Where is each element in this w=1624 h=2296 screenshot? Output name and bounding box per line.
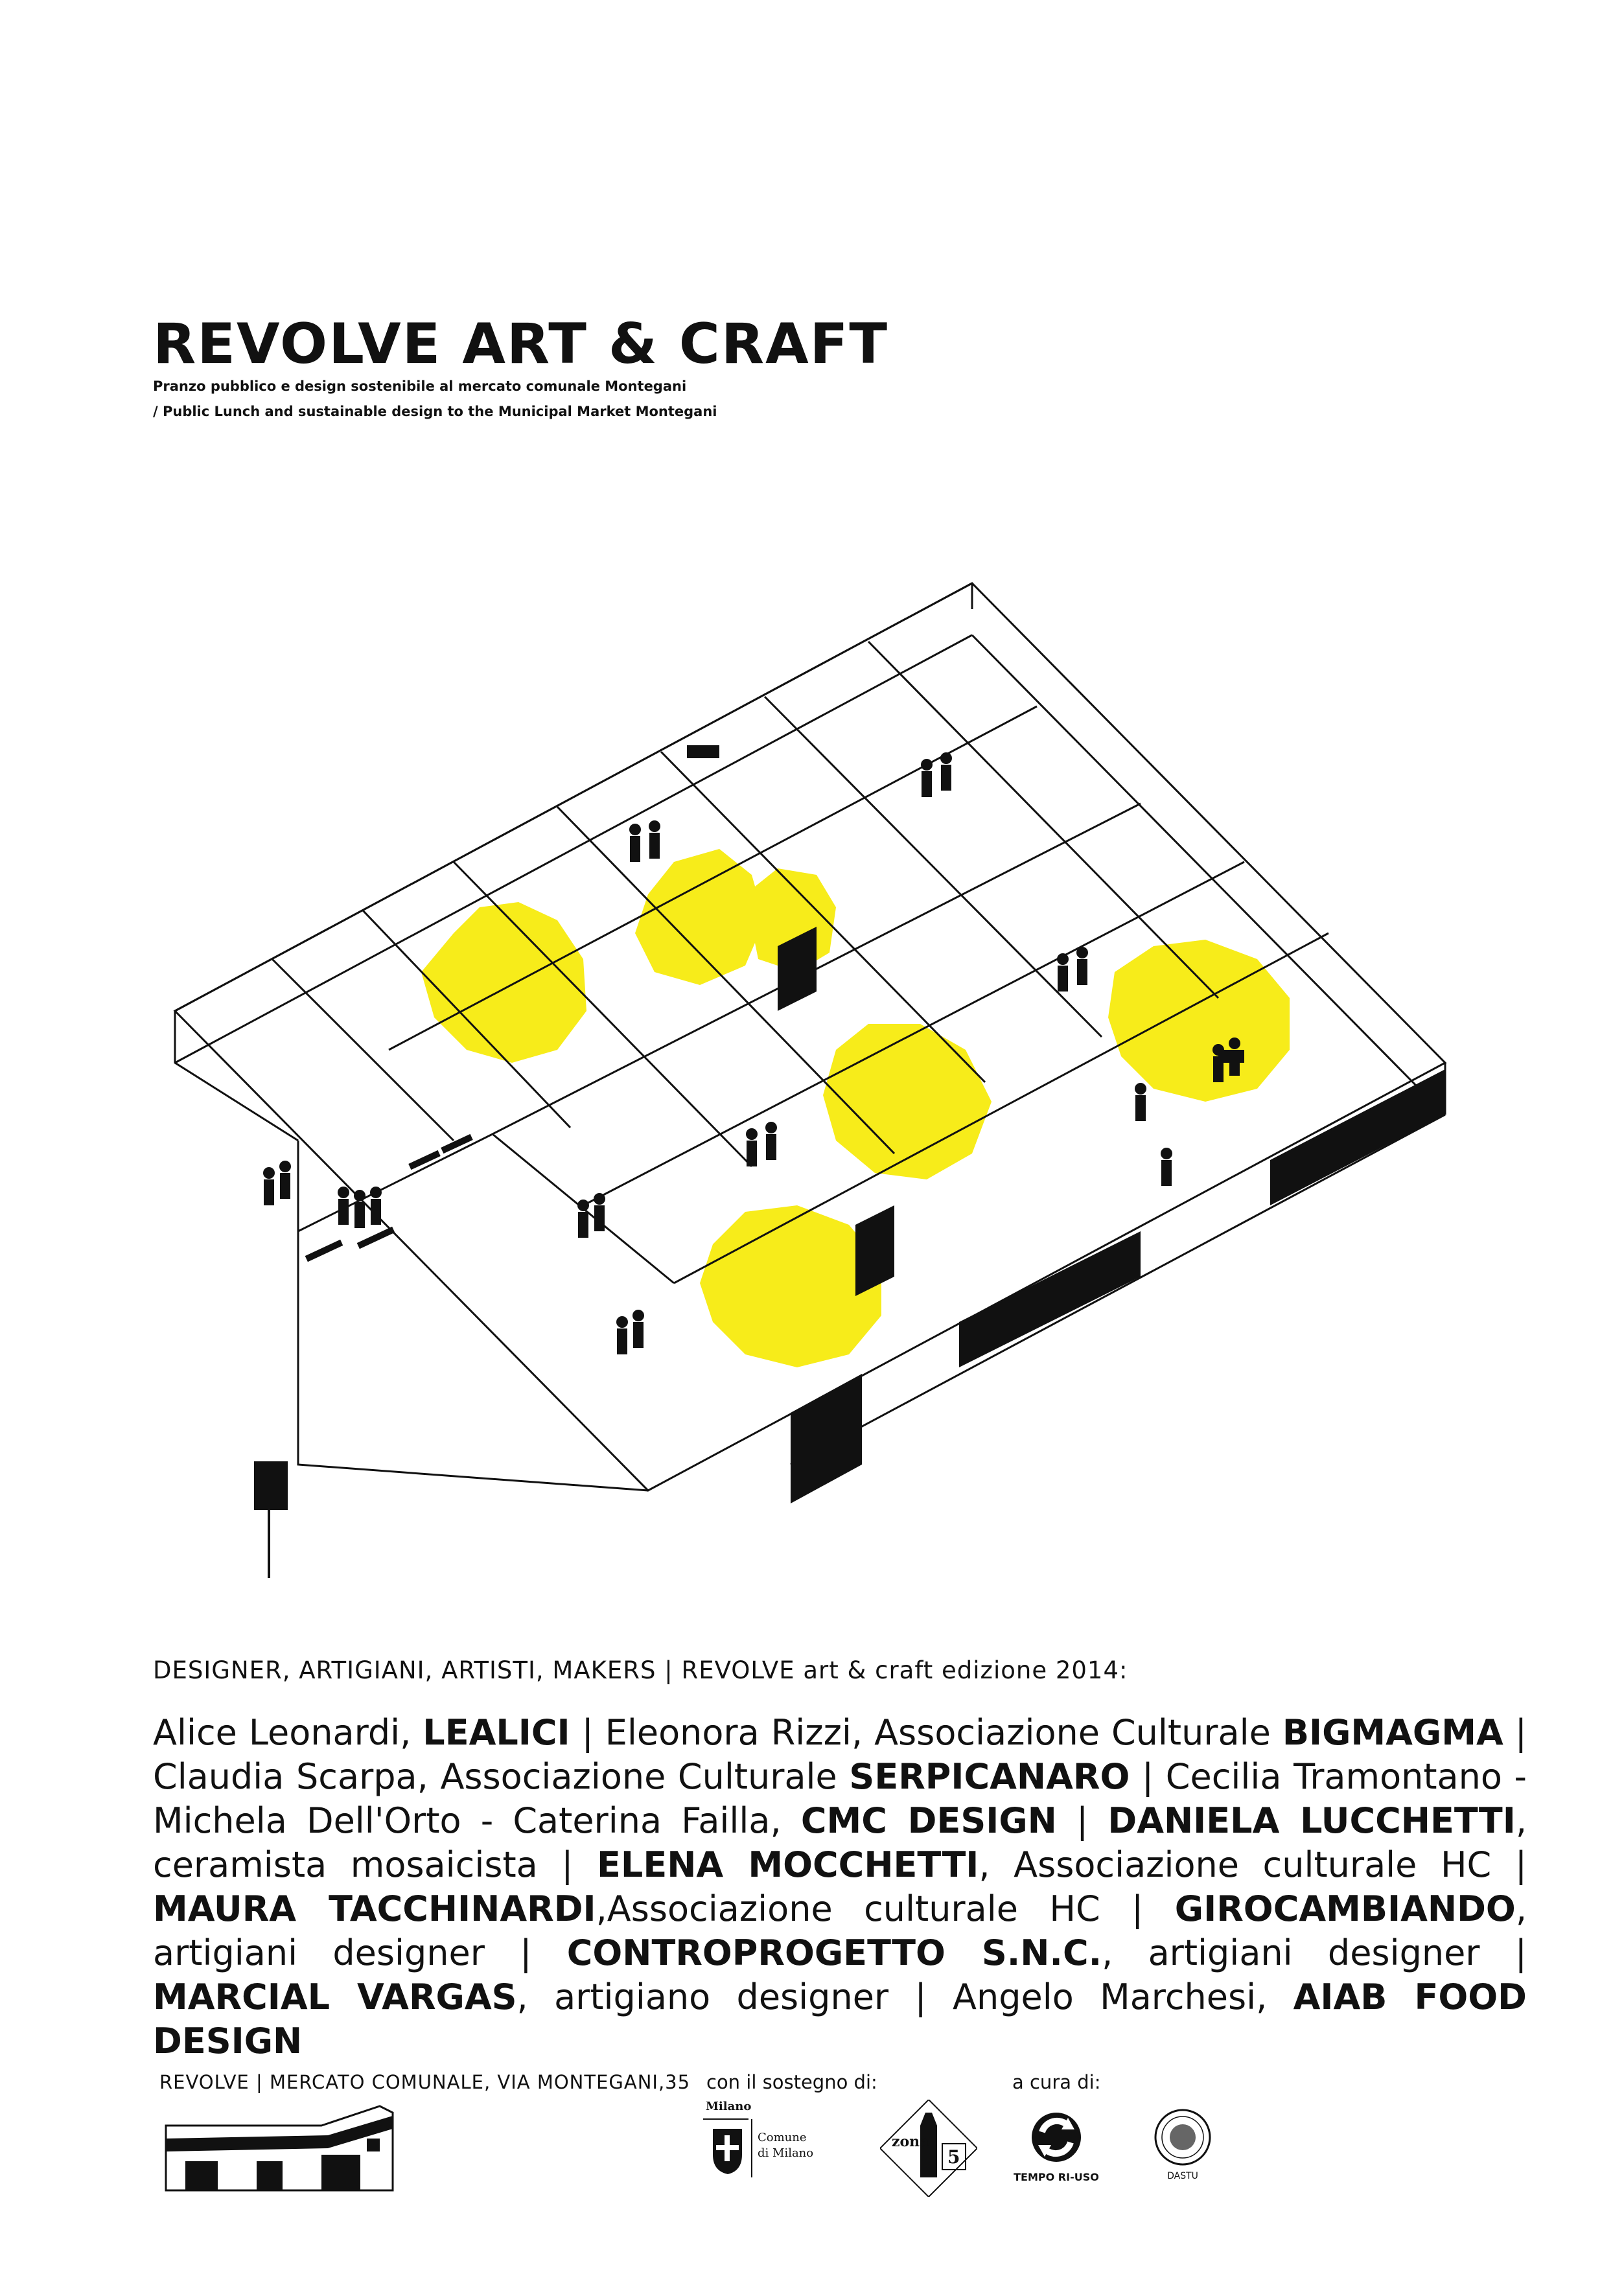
highlight-zone-1 [421,902,586,1063]
market-plan-drawing [0,570,1624,1607]
credit-text: , artigiani designer | [153,1888,1527,1973]
credit-text: Alice Leonardi, [153,1712,423,1753]
credit-name-bold: SERPICANARO [849,1756,1130,1797]
credit-name-bold: AIAB FOOD DESIGN [153,1977,1527,2061]
recycle-arrows-icon [1011,2106,1102,2171]
credit-name-bold: CMC DESIGN [800,1800,1057,1841]
market-building-logo [159,2100,406,2197]
credit-text: , Associazione culturale HC | [979,1844,1527,1885]
person-group-10 [1135,1083,1172,1186]
highlight-zone-5 [1108,940,1290,1102]
zona-logo-number: 5 [947,2146,960,2168]
credit-name-bold: ELENA MOCCHETTI [597,1844,979,1885]
highlight-zone-6 [700,1205,881,1367]
credit-name-bold: LEALICI [423,1712,570,1753]
credit-name-bold: MAURA TACCHINARDI [153,1888,596,1929]
credits-paragraph [153,1711,1527,2063]
highlight-zone-2 [635,849,765,985]
venue-address: REVOLVE | MERCATO COMUNALE, VIA MONTEGANI,35 [159,2071,691,2093]
comune-di-milano-logo [703,2100,833,2184]
person-group-2 [338,1187,382,1228]
credit-text: | Claudia Scarpa, Associazione Culturale [153,1712,1527,1797]
support-label: con il sostegno di: [706,2071,877,2093]
zona-logo-word: zona [892,2133,929,2150]
zona-5-logo [880,2100,977,2197]
credit-text: | Cecilia Tramontano - Michela Dell'Orto - Caterina Failla, [153,1756,1527,1841]
market-building-icon [159,2100,406,2197]
credit-name-bold: DANIELA LUCCHETTI [1108,1800,1516,1841]
person-group-8 [616,1310,644,1354]
tempo-riuso-logo [1011,2106,1102,2183]
credit-text: | [1056,1800,1108,1841]
curated-label: a cura di: [1012,2071,1101,2093]
credit-name-bold: BIGMAGMA [1282,1712,1503,1753]
credit-name-bold: GIROCAMBIANDO [1174,1888,1516,1929]
credit-name-bold: CONTROPROGETTO S.N.C. [566,1932,1102,1973]
person-group-3 [629,820,660,862]
dastu-logo [1147,2106,1218,2181]
section-label: DESIGNER, ARTIGIANI, ARTISTI, MAKERS | REVOLVE art & craft edizione 2014: [153,1656,1128,1684]
person-group-6 [746,1122,777,1166]
person-group-5 [1057,947,1088,991]
subtitle-english: / Public Lunch and sustainable design to the Municipal Market Montegani [153,403,717,419]
milano-logo-comune: Comune [758,2131,807,2144]
header [153,312,1060,422]
credit-text: , artigiani designer | [1102,1932,1527,1973]
poster-title: REVOLVE ART & CRAFT [153,312,889,377]
milano-logo-dimilano: di Milano [758,2146,814,2160]
credit-name-bold: MARCIAL VARGAS [153,1977,517,2017]
tempo-riuso-label: TEMPO RI-USO [1014,2171,1099,2183]
dastu-seal-icon [1147,2106,1218,2171]
dastu-label: DASTU [1167,2171,1198,2181]
credit-text: , ceramista mosaicista | [153,1800,1527,1885]
subtitle-italian: Pranzo pubblico e design sostenibile al mercato comunale Montegani [153,378,687,394]
credit-text: | Eleonora Rizzi, Associazione Culturale [570,1712,1282,1753]
milano-logo-top: Milano [706,2100,752,2113]
axonometric-market-plan [0,570,1624,1607]
credit-text: ,Associazione culturale HC | [596,1888,1175,1929]
credit-text: , artigiano designer | Angelo Marchesi, [516,1977,1293,2017]
person-group-1 [263,1161,291,1205]
highlight-zone-4 [823,1024,992,1179]
